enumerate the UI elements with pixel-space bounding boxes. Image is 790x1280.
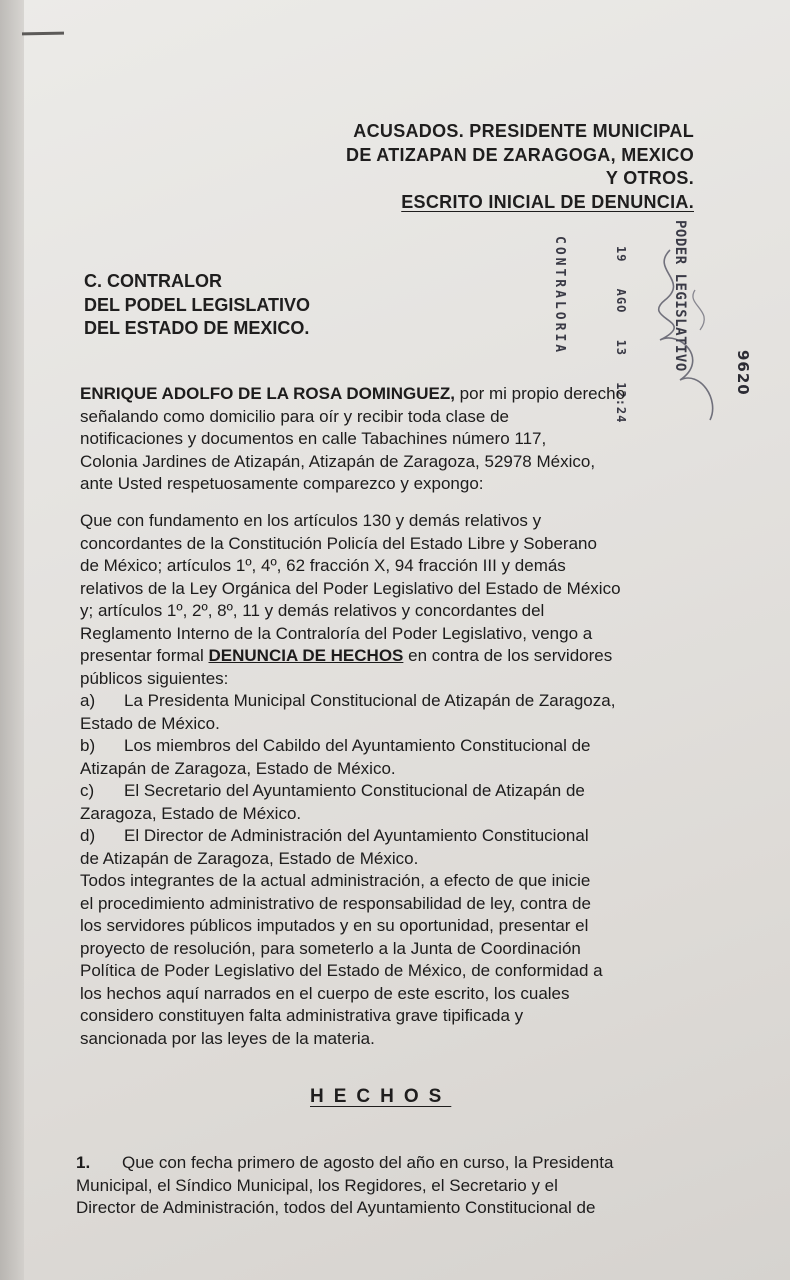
list-item-text-cont: Estado de México. <box>80 713 220 733</box>
stamp-date: 19 AGO 13 12:24 <box>614 246 628 424</box>
case-heading <box>346 120 694 214</box>
list-item-text: El Director de Administración del Ayuntamiento Constitucional <box>124 826 589 845</box>
page-shadow-edge <box>0 0 24 1280</box>
body-p2-line-7: considero constituyen falta administrativa grave tipificada y <box>80 1006 524 1025</box>
list-item-text: El Secretario del Ayuntamiento Constitucional de Atizapán de <box>124 781 585 800</box>
list-item-text-cont: de Atizapán de Zaragoza, Estado de México. <box>80 848 419 868</box>
body-line-7 <box>80 645 705 668</box>
intro-line-1 <box>80 383 705 406</box>
body-line-1: Que con fundamento en los artículos 130 y demás relativos y <box>80 511 542 530</box>
body-p2-line-4: proyecto de resolución, para someterlo a la Junta de Coordinación <box>80 938 581 958</box>
intro-line-1-rest: por mi propio derecho <box>454 384 626 403</box>
body-line-5: y; artículos 1º, 2º, 8º, 11 y demás relativos y concordantes del <box>80 601 545 620</box>
list-item-text-cont: Zaragoza, Estado de México. <box>80 803 302 823</box>
heading-line-1: ACUSADOS. PRESIDENTE MUNICIPAL <box>353 121 694 141</box>
heading-line-3: Y OTROS. <box>605 168 694 188</box>
complainant-name: ENRIQUE ADOLFO DE LA ROSA DOMINGUEZ, <box>80 384 455 403</box>
intro-paragraph <box>80 383 705 496</box>
body-line-8: públicos siguientes: <box>80 668 229 688</box>
addressee-block <box>84 270 310 341</box>
denuncia-de-hechos: DENUNCIA DE HECHOS <box>208 646 404 665</box>
body-line-4: relativos de la Ley Orgánica del Poder Legislativo del Estado de México <box>80 578 621 598</box>
intro-line-4: Colonia Jardines de Atizapán, Atizapán de Zaragoza, 52978 México, <box>80 451 596 471</box>
pen-mark <box>22 32 64 36</box>
list-item-letter: a) <box>80 691 96 710</box>
body-p2-line-3: los servidores públicos imputados y en su oportunidad, presentar el <box>80 916 589 935</box>
stamp-authority: PODER LEGISLATIVO <box>672 220 688 372</box>
intro-line-5: ante Usted respetuosamente comparezco y expongo: <box>80 474 484 493</box>
addressee-line-1: C. CONTRALOR <box>84 271 222 291</box>
body-line-6: Reglamento Interno de la Contraloría del Poder Legislativo, vengo a <box>80 623 593 643</box>
list-item <box>80 735 705 780</box>
body-line-2: concordantes de la Constitución Policía del Estado Libre y Soberano <box>80 533 597 553</box>
section-title-hechos: HECHOS <box>310 1086 452 1107</box>
addressee-line-3: DEL ESTADO DE MEXICO. <box>84 318 310 338</box>
fact-number: 1. <box>76 1153 91 1172</box>
intro-line-3: notificaciones y documentos en calle Tabachines número 117, <box>80 429 547 448</box>
fact-1-line-2: Municipal, el Síndico Municipal, los Regidores, el Secretario y el <box>76 1175 558 1195</box>
list-item-text-cont: Atizapán de Zaragoza, Estado de México. <box>80 758 396 778</box>
list-item-letter: b) <box>80 736 96 755</box>
fact-1-line-3: Director de Administración, todos del Ayuntamiento Constitucional de <box>76 1198 596 1217</box>
addressee-line-2: DEL PODEL LEGISLATIVO <box>84 294 311 315</box>
list-item-text: La Presidenta Municipal Constitucional de Atizapán de Zaragoza, <box>124 691 616 710</box>
stamp-folio: 9620 <box>734 350 752 396</box>
list-item <box>80 825 705 870</box>
intro-line-2: señalando como domicilio para oír y recibir toda clase de <box>80 406 510 426</box>
body-line-7-pre: presentar formal <box>80 646 209 665</box>
list-item <box>80 690 705 735</box>
list-item-text: Los miembros del Cabildo del Ayuntamiento Constitucional de <box>124 736 591 755</box>
heading-line-4: ESCRITO INICIAL DE DENUNCIA. <box>401 191 694 212</box>
body-p2-line-1: Todos integrantes de la actual administración, a efecto de que inicie <box>80 871 591 890</box>
body-p2-line-8: sancionada por las leyes de la materia. <box>80 1028 375 1048</box>
fact-1 <box>76 1152 711 1220</box>
list-item-letter: c) <box>80 781 95 800</box>
body-p2-line-5: Política de Poder Legislativo del Estado de México, de conformidad a <box>80 961 603 980</box>
list-item <box>80 780 705 825</box>
body-line-3: de México; artículos 1º, 4º, 62 fracción X, 94 fracción III y demás <box>80 556 566 575</box>
fact-1-line-1: Que con fecha primero de agosto del año en curso, la Presidenta <box>122 1153 614 1172</box>
body-p2-line-6: los hechos aquí narrados en el cuerpo de este escrito, los cuales <box>80 983 570 1003</box>
body-p2-line-2: el procedimiento administrativo de responsabilidad de ley, contra de <box>80 893 591 913</box>
body-paragraph <box>80 510 705 1050</box>
heading-line-2: DE ATIZAPAN DE ZARAGOGA, MEXICO <box>346 144 694 165</box>
body-line-7-post: en contra de los servidores <box>403 646 613 665</box>
list-item-letter: d) <box>80 826 96 845</box>
stamp-office: CONTRALORIA <box>552 236 567 356</box>
